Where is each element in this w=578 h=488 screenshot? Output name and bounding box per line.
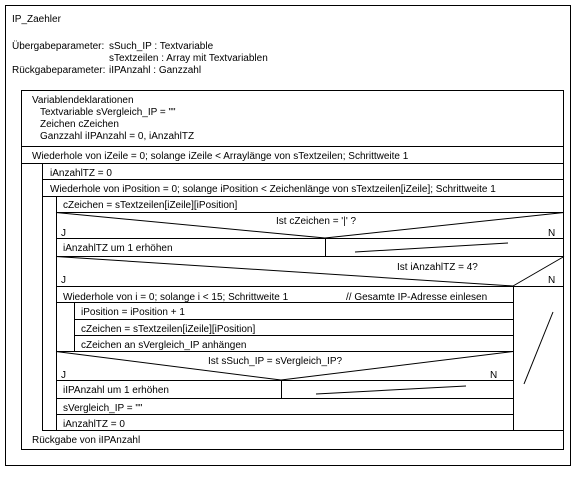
increment-ip-anzahl: iIPAnzahl um 1 erhöhen: [63, 385, 169, 396]
condition-anzahl-4: Ist iAnzahlTZ = 4?: [397, 262, 478, 273]
increment-anzahl-tz: iAnzahlTZ um 1 erhöhen: [63, 243, 173, 254]
cond1-no-label: N: [548, 228, 556, 239]
return-statement: Rückgabe von iIPAnzahl: [32, 435, 141, 446]
reset-anzahl-tz-top: iAnzahlTZ = 0: [50, 168, 112, 179]
position-loop-header: Wiederhole von iPosition = 0; solange iPosition < Zeichenlänge von sTextzeilen[iZeile]; Schrittweite 1: [50, 184, 496, 195]
rueckgabe-param-1: iIPAnzahl : Ganzzahl: [109, 65, 202, 76]
uebergabe-label: Übergabeparameter:: [12, 41, 105, 52]
decl-line-2: Zeichen cZeichen: [40, 119, 119, 130]
uebergabe-param-1: sSuch_IP : Textvariable: [109, 41, 214, 52]
outer-loop-header: Wiederhole von iZeile = 0; solange iZeile < Arraylänge von sTextzeilen; Schrittweite 1: [32, 151, 409, 162]
i-loop-header: Wiederhole von i = 0; solange i < 15; Schrittweite 1: [63, 292, 289, 303]
decl-line-1: Textvariable sVergleich_IP = "": [40, 107, 176, 118]
decl-line-3: Ganzzahl iIPAnzahl = 0, iAnzahlTZ: [40, 131, 195, 142]
cond1-yes-label: J: [61, 228, 66, 239]
decl-heading: Variablendeklarationen: [32, 95, 134, 106]
diagram-title: IP_Zaehler: [12, 14, 61, 25]
inner-step-3: cZeichen an sVergleich_IP anhängen: [81, 340, 247, 351]
rueckgabe-label: Rückgabeparameter:: [12, 65, 106, 76]
cond3-no-label: N: [490, 370, 498, 381]
cond2-no-label: N: [548, 275, 556, 286]
reset-anzahl-tz-bottom: iAnzahlTZ = 0: [63, 419, 125, 430]
uebergabe-param-2: sTextzeilen : Array mit Textvariablen: [109, 53, 268, 64]
i-loop-comment: // Gesamte IP-Adresse einlesen: [346, 292, 488, 303]
reset-vergleich-ip: sVergleich_IP = "": [63, 403, 143, 414]
inner-step-2: cZeichen = sTextzeilen[iZeile][iPosition]: [81, 324, 256, 335]
cond3-yes-label: J: [61, 370, 66, 381]
assign-zeichen: cZeichen = sTextzeilen[iZeile][iPosition]: [63, 200, 238, 211]
condition-pipe: Ist cZeichen = '|' ?: [276, 216, 357, 227]
cond2-yes-label: J: [61, 275, 66, 286]
inner-step-1: iPosition = iPosition + 1: [81, 307, 185, 318]
condition-ip-match: Ist sSuch_IP = sVergleich_IP?: [208, 356, 343, 367]
